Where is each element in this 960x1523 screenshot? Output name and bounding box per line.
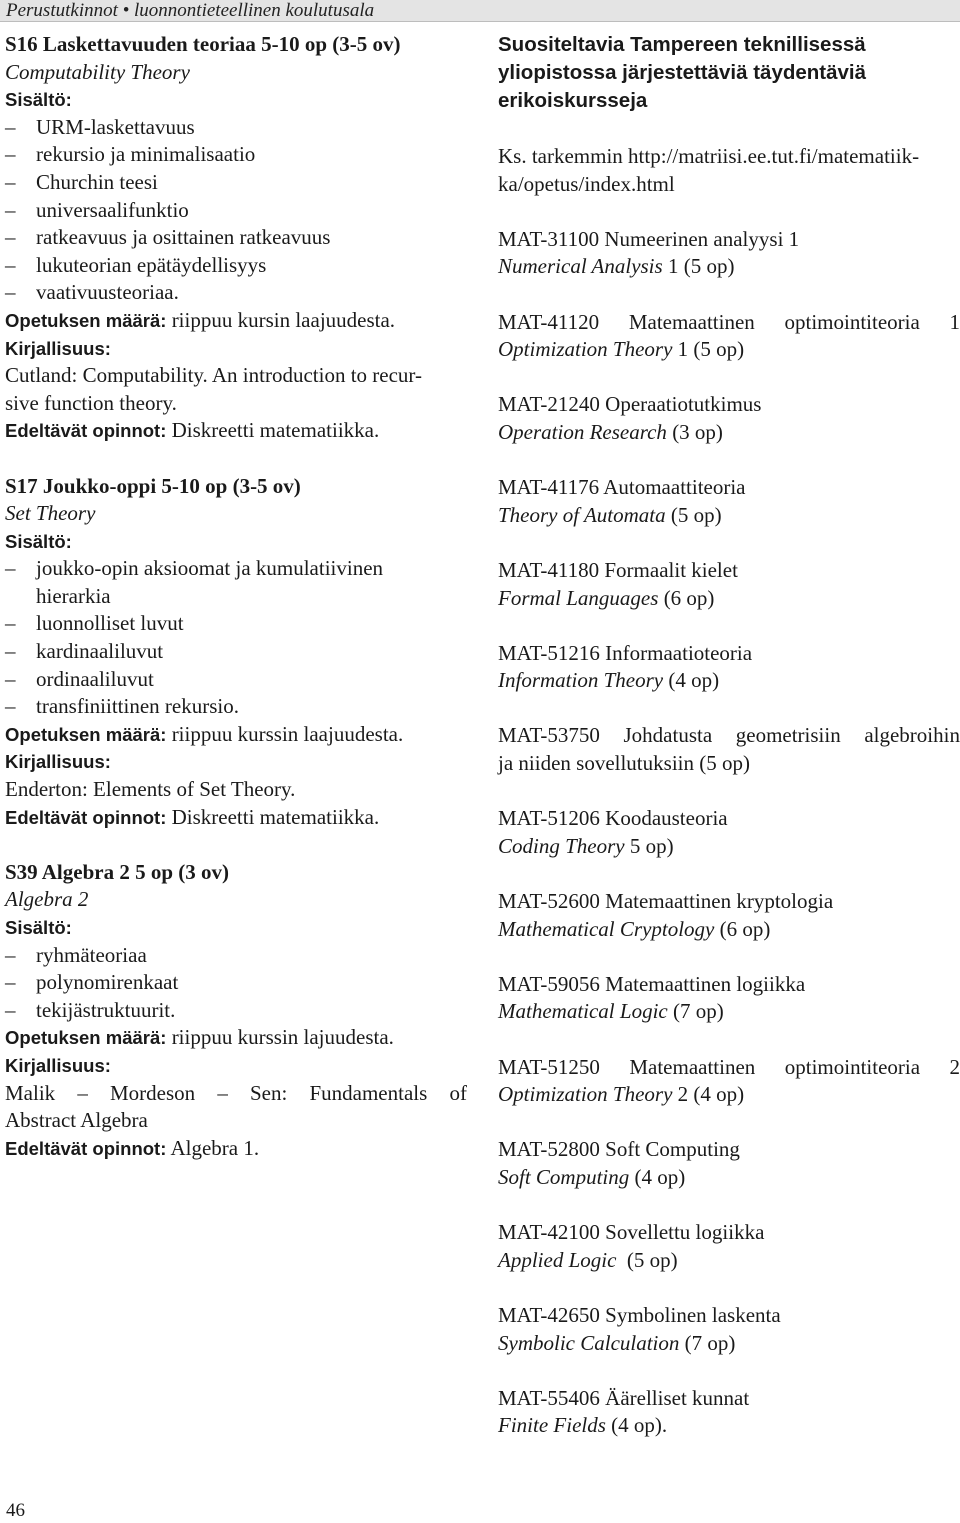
course-english	[498, 336, 960, 364]
content-label: Sisältö:	[5, 530, 72, 552]
list-item: – tekijästruktuurit.	[5, 997, 467, 1025]
teaching-amount	[5, 721, 467, 749]
course-entry	[498, 557, 960, 612]
course-title: S39 Algebra 2 5 op (3 ov)	[5, 859, 230, 884]
right-column	[498, 31, 960, 1468]
prerequisites-value: Algebra 1.	[170, 1135, 260, 1160]
course-code-word: algebroihin	[864, 723, 960, 748]
teaching-amount	[5, 1024, 467, 1052]
course-code-word: Johdatusta	[623, 723, 713, 748]
course-code-word: MAT-53750	[498, 723, 600, 748]
content-list	[5, 114, 467, 307]
list-item: – Churchin teesi	[5, 169, 467, 197]
list-item: – luonnolliset luvut	[5, 610, 467, 638]
literature-word: Mordeson	[109, 1080, 196, 1105]
course-english-name: Finite Fields	[498, 1413, 606, 1438]
literature-line: sive function theory.	[5, 390, 177, 415]
course-code: MAT-51206 Koodausteoria	[498, 806, 728, 831]
course-entry	[498, 1054, 960, 1109]
course-code: MAT-42100 Sovellettu logiikka	[498, 1220, 765, 1245]
course-english-name: Soft Computing	[498, 1164, 630, 1189]
content-label: Sisältö:	[5, 917, 72, 938]
literature-word: Fundamentals	[309, 1080, 428, 1105]
course-entry	[498, 640, 960, 695]
course-entry	[498, 391, 960, 446]
course-english-name: Coding Theory	[498, 833, 625, 858]
course-credits: (7 op)	[667, 999, 724, 1024]
literature-word: –	[217, 1080, 228, 1105]
course-credits: (4 op).	[605, 1413, 668, 1438]
course-entry	[498, 971, 960, 1026]
course-s39	[5, 859, 467, 1163]
prerequisites-label: Edeltävät opinnot:	[5, 1137, 167, 1159]
course-code: MAT-55406 Äärelliset kunnat	[498, 1385, 750, 1410]
course-code: MAT-59056 Matemaattinen logiikka	[498, 971, 806, 996]
course-s16	[5, 31, 467, 445]
prerequisites-label: Edeltävät opinnot:	[5, 806, 167, 828]
course-entry	[498, 1136, 960, 1191]
list-item: – vaativuusteoriaa.	[5, 279, 467, 307]
literature-label: Kirjallisuus:	[5, 337, 111, 359]
course-entry	[498, 805, 960, 860]
teaching-amount-label: Opetuksen määrä:	[5, 309, 167, 331]
course-code: MAT-52600 Matemaattinen kryptologia	[498, 889, 834, 914]
course-credits: (3 op)	[666, 419, 723, 444]
course-credits: 1 (5 op)	[672, 337, 745, 362]
content-list	[5, 555, 467, 721]
list-item: – URM-laskettavuus	[5, 114, 467, 142]
course-code: MAT-51216 Informaatioteoria	[498, 640, 753, 665]
course-code-word: MAT-51250	[498, 1054, 600, 1079]
course-credits: 1 (5 op)	[662, 254, 735, 279]
list-item: – ordinaaliluvut	[5, 666, 467, 694]
section-heading: Suositeltavia Tampereen teknillisessä yliopistossa järjestettäviä täydentäviä erikoiskursseja	[498, 33, 867, 112]
content-label: Sisältö:	[5, 89, 72, 111]
course-code	[498, 309, 960, 337]
course-entry	[498, 1385, 960, 1440]
course-code: MAT-41180 Formaalit kielet	[498, 557, 738, 582]
literature-line	[5, 1080, 467, 1108]
list-item: – ryhmäteoriaa	[5, 942, 467, 970]
course-entry	[498, 1219, 960, 1274]
content-list	[5, 942, 467, 1025]
course-credits: (4 op)	[663, 668, 720, 693]
page-number: 46	[6, 1500, 25, 1521]
course-title: S17 Joukko-oppi 5-10 op (3-5 ov)	[5, 473, 301, 498]
course-entry	[498, 722, 960, 777]
teaching-amount-label: Opetuksen määrä:	[5, 723, 167, 745]
literature-line: Enderton: Elements of Set Theory.	[5, 777, 296, 802]
course-code: MAT-52800 Soft Computing	[498, 1137, 740, 1162]
course-english-name: Theory of Automata	[498, 502, 666, 527]
literature-label: Kirjallisuus:	[5, 751, 111, 773]
literature-word: of	[449, 1080, 467, 1105]
course-english-name: Formal Languages	[498, 585, 659, 610]
course-english	[498, 916, 960, 944]
course-credits: (6 op)	[714, 916, 771, 941]
left-column	[5, 31, 467, 1190]
reference-link-line: ka/opetus/index.html	[498, 171, 675, 196]
literature-line: Cutland: Computability. An introduction to recur-	[5, 363, 422, 388]
prerequisites-value: Diskreetti matematiikka.	[171, 418, 380, 443]
course-code	[498, 1054, 960, 1082]
course-english	[498, 585, 960, 613]
course-english-name: Optimization Theory	[498, 337, 673, 362]
course-code-word: MAT-41120	[498, 309, 600, 334]
course-english-name: Mathematical Logic	[498, 999, 668, 1024]
course-subtitle: Set Theory	[5, 501, 96, 526]
teaching-amount	[5, 307, 467, 335]
course-code-word: 2	[949, 1054, 960, 1079]
course-english	[498, 1412, 960, 1440]
teaching-amount-value: riippuu kurssin lajuudesta.	[171, 1025, 394, 1050]
list-item	[5, 555, 467, 610]
teaching-amount-value: riippuu kursin laajuudesta.	[171, 307, 396, 332]
list-item: – transfiniittinen rekursio.	[5, 693, 467, 721]
literature-label: Kirjallisuus:	[5, 1054, 111, 1076]
course-english	[498, 253, 960, 281]
course-english-name: Information Theory	[498, 668, 664, 693]
reference-link-block	[498, 143, 960, 198]
course-subtitle: Algebra 2	[5, 887, 89, 912]
course-code-word: 1	[949, 309, 960, 334]
prerequisites	[5, 804, 467, 832]
course-english	[498, 833, 960, 861]
prerequisites	[5, 1135, 467, 1163]
running-header	[0, 0, 960, 22]
course-credits: (7 op)	[679, 1330, 736, 1355]
course-code-word: geometrisiin	[735, 723, 841, 748]
course-english-name: Optimization Theory	[498, 1082, 673, 1107]
course-english	[498, 419, 960, 447]
course-credits: 2 (4 op)	[672, 1082, 745, 1107]
course-credits: (5 op)	[616, 1247, 678, 1272]
course-english-name: Operation Research	[498, 419, 667, 444]
literature-word: Sen:	[249, 1080, 288, 1105]
course-english	[498, 1247, 960, 1275]
course-english	[498, 1330, 960, 1358]
course-entry	[498, 309, 960, 364]
list-item-line: hierarkia	[36, 583, 111, 608]
course-code-word: optimointiteoria	[784, 1054, 921, 1079]
prerequisites-value: Diskreetti matematiikka.	[171, 804, 380, 829]
list-item: – lukuteorian epätäydellisyys	[5, 252, 467, 280]
course-code: MAT-42650 Symbolinen laskenta	[498, 1302, 781, 1327]
course-english-name: Numerical Analysis	[498, 254, 663, 279]
course-english-name: Symbolic Calculation	[498, 1330, 680, 1355]
reference-link-line: Ks. tarkemmin http://matriisi.ee.tut.fi/matematiik-	[498, 144, 920, 168]
prerequisites	[5, 417, 467, 445]
literature-line: Abstract Algebra	[5, 1108, 148, 1133]
prerequisites-label: Edeltävät opinnot:	[5, 420, 167, 442]
course-code: MAT-31100 Numeerinen analyysi 1	[498, 226, 800, 251]
list-item: – polynomirenkaat	[5, 969, 467, 997]
list-item-line: – joukko-opin aksioomat ja kumulatiivinen	[36, 556, 384, 581]
course-english	[498, 1164, 960, 1192]
course-title: S16 Laskettavuuden teoriaa 5-10 op (3-5 ov)	[5, 32, 401, 56]
teaching-amount-label: Opetuksen määrä:	[5, 1027, 167, 1049]
list-item: – universaalifunktio	[5, 197, 467, 225]
course-english	[498, 1081, 960, 1109]
course-english-name: Mathematical Cryptology	[498, 916, 715, 941]
literature-word: Malik	[5, 1080, 56, 1105]
course-code-word: Matemaattinen	[628, 309, 755, 334]
course-code: MAT-21240 Operaatiotutkimus	[498, 392, 762, 417]
course-english	[498, 667, 960, 695]
course-code: MAT-41176 Automaattiteoria	[498, 475, 746, 500]
course-code-continued: ja niiden sovellutuksiin (5 op)	[498, 751, 750, 776]
list-item: – kardinaaliluvut	[5, 638, 467, 666]
literature-word: –	[77, 1080, 88, 1105]
course-subtitle: Computability Theory	[5, 59, 190, 84]
course-english	[498, 998, 960, 1026]
list-item: – ratkeavuus ja osittainen ratkeavuus	[5, 224, 467, 252]
course-entry	[498, 474, 960, 529]
course-credits: (4 op)	[629, 1164, 686, 1189]
course-code-word: optimointiteoria	[784, 309, 920, 334]
course-credits: 5 op)	[624, 833, 674, 858]
course-credits: (5 op)	[665, 502, 722, 527]
teaching-amount-value: riippuu kurssin laajuudesta.	[171, 721, 404, 746]
running-header-text: Perustutkinnot • luonnontieteellinen koulutusala	[6, 0, 375, 21]
course-entry	[498, 226, 960, 281]
course-credits: (6 op)	[658, 585, 715, 610]
course-code-word: Matemaattinen	[629, 1054, 756, 1079]
course-english	[498, 502, 960, 530]
course-entry	[498, 888, 960, 943]
course-entry	[498, 1302, 960, 1357]
course-code	[498, 722, 960, 750]
course-english-name: Applied Logic	[498, 1247, 617, 1272]
list-item: – rekursio ja minimalisaatio	[5, 141, 467, 169]
course-s17	[5, 473, 467, 832]
